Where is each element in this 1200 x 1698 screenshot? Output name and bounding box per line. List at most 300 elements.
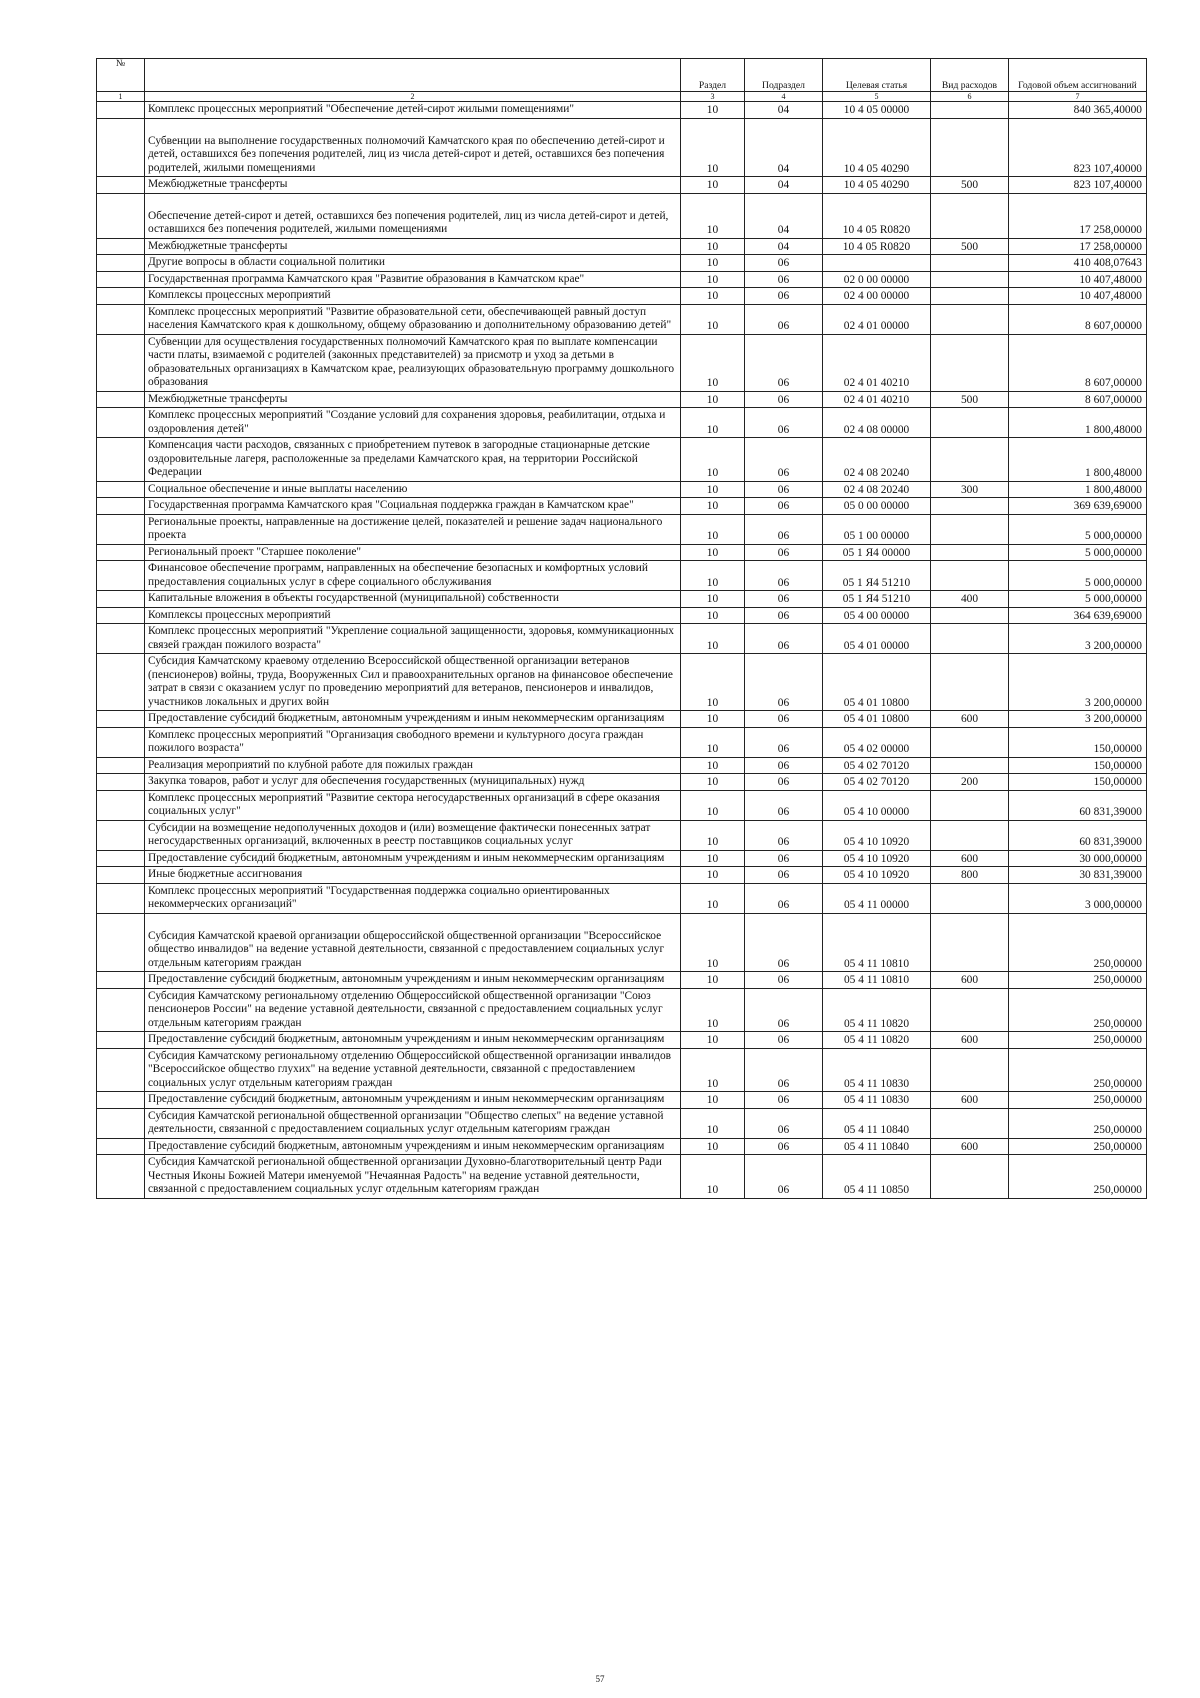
row-target-cell: 02 4 01 40210 xyxy=(823,334,931,391)
row-subsection-cell: 06 xyxy=(745,972,823,989)
row-expense-type-cell xyxy=(931,790,1009,820)
row-subsection-cell: 04 xyxy=(745,193,823,238)
row-amount-cell: 250,00000 xyxy=(1009,1092,1147,1109)
row-name-cell: Субсидия Камчатскому краевому отделению Всероссийской общественной организации ветеранов (пенсионеров) войны, труда, Вооруженных Сил и правоохранительных органов на финансовое обеспечение затрат в связи с оказанием услуг по проведению мероприятий для ветеранов, пенсионеров и инвалидов, участников локальных и других войн xyxy=(145,654,681,711)
row-amount-cell: 5 000,00000 xyxy=(1009,561,1147,591)
row-target-cell: 05 4 02 70120 xyxy=(823,757,931,774)
row-expense-type-cell xyxy=(931,514,1009,544)
row-name-cell: Субсидия Камчатской региональной общественной организации Духовно-благотворительный центр Ради Честныя Иконы Божией Матери именуемой "Нечаянная Радость" на ведение уставной деятельности, связанной с предоставлением социальных услуг отдельным категориям граждан xyxy=(145,1155,681,1199)
row-number-cell xyxy=(97,238,145,255)
row-amount-cell: 410 408,07643 xyxy=(1009,255,1147,272)
row-amount-cell: 60 831,39000 xyxy=(1009,790,1147,820)
header-section: Раздел xyxy=(681,59,745,92)
row-name-cell: Комплекс процессных мероприятий "Создание условий для сохранения здоровья, реабилитации, отдыха и оздоровления детей" xyxy=(145,408,681,438)
row-expense-type-cell xyxy=(931,193,1009,238)
row-target-cell: 05 4 11 10840 xyxy=(823,1138,931,1155)
row-target-cell: 02 4 08 00000 xyxy=(823,408,931,438)
row-section-cell: 10 xyxy=(681,607,745,624)
row-subsection-cell: 06 xyxy=(745,288,823,305)
row-section-cell: 10 xyxy=(681,177,745,194)
row-subsection-cell: 06 xyxy=(745,820,823,850)
row-name-cell: Межбюджетные трансферты xyxy=(145,391,681,408)
row-section-cell: 10 xyxy=(681,774,745,791)
row-target-cell: 02 0 00 00000 xyxy=(823,271,931,288)
row-section-cell: 10 xyxy=(681,972,745,989)
row-amount-cell: 17 258,00000 xyxy=(1009,238,1147,255)
row-amount-cell: 150,00000 xyxy=(1009,757,1147,774)
row-number-cell xyxy=(97,334,145,391)
row-number-cell xyxy=(97,1092,145,1109)
col-number: 7 xyxy=(1009,92,1147,102)
row-number-cell xyxy=(97,288,145,305)
row-number-cell xyxy=(97,118,145,177)
row-number-cell xyxy=(97,790,145,820)
table-row xyxy=(97,913,1147,972)
table-row xyxy=(97,288,1147,305)
row-target-cell: 05 4 00 00000 xyxy=(823,607,931,624)
table-row xyxy=(97,391,1147,408)
col-number: 3 xyxy=(681,92,745,102)
row-number-cell xyxy=(97,654,145,711)
row-section-cell: 10 xyxy=(681,1092,745,1109)
row-amount-cell: 150,00000 xyxy=(1009,774,1147,791)
row-target-cell: 05 4 11 10850 xyxy=(823,1155,931,1199)
table-row xyxy=(97,654,1147,711)
row-target-cell: 05 0 00 00000 xyxy=(823,498,931,515)
row-number-cell xyxy=(97,1108,145,1138)
row-section-cell: 10 xyxy=(681,591,745,608)
row-section-cell: 10 xyxy=(681,790,745,820)
row-section-cell: 10 xyxy=(681,988,745,1032)
row-target-cell: 05 1 Я4 51210 xyxy=(823,561,931,591)
row-amount-cell: 3 200,00000 xyxy=(1009,624,1147,654)
row-target-cell: 02 4 08 20240 xyxy=(823,481,931,498)
row-section-cell: 10 xyxy=(681,438,745,482)
row-amount-cell: 250,00000 xyxy=(1009,1032,1147,1049)
row-name-cell: Межбюджетные трансферты xyxy=(145,177,681,194)
row-number-cell xyxy=(97,774,145,791)
table-row xyxy=(97,591,1147,608)
row-section-cell: 10 xyxy=(681,408,745,438)
table-row xyxy=(97,711,1147,728)
row-name-cell: Другие вопросы в области социальной политики xyxy=(145,255,681,272)
row-expense-type-cell xyxy=(931,498,1009,515)
row-section-cell: 10 xyxy=(681,304,745,334)
row-expense-type-cell xyxy=(931,654,1009,711)
header-row xyxy=(97,59,1147,92)
row-expense-type-cell xyxy=(931,1155,1009,1199)
row-amount-cell: 250,00000 xyxy=(1009,1155,1147,1199)
row-target-cell: 05 4 10 00000 xyxy=(823,790,931,820)
row-expense-type-cell: 600 xyxy=(931,850,1009,867)
row-number-cell xyxy=(97,820,145,850)
row-subsection-cell: 06 xyxy=(745,1092,823,1109)
row-target-cell: 05 4 02 00000 xyxy=(823,727,931,757)
row-subsection-cell: 04 xyxy=(745,102,823,119)
table-row xyxy=(97,1155,1147,1199)
table-row xyxy=(97,1138,1147,1155)
row-subsection-cell: 06 xyxy=(745,481,823,498)
row-number-cell xyxy=(97,727,145,757)
table-row xyxy=(97,624,1147,654)
row-expense-type-cell xyxy=(931,102,1009,119)
row-section-cell: 10 xyxy=(681,1155,745,1199)
row-subsection-cell: 06 xyxy=(745,727,823,757)
table-row xyxy=(97,790,1147,820)
row-section-cell: 10 xyxy=(681,238,745,255)
table-row xyxy=(97,1092,1147,1109)
row-expense-type-cell: 500 xyxy=(931,177,1009,194)
table-row xyxy=(97,607,1147,624)
row-expense-type-cell xyxy=(931,334,1009,391)
column-number-row xyxy=(97,92,1147,102)
row-section-cell: 10 xyxy=(681,481,745,498)
row-expense-type-cell: 300 xyxy=(931,481,1009,498)
row-section-cell: 10 xyxy=(681,883,745,913)
row-expense-type-cell: 600 xyxy=(931,1032,1009,1049)
row-amount-cell: 369 639,69000 xyxy=(1009,498,1147,515)
row-amount-cell: 250,00000 xyxy=(1009,988,1147,1032)
row-target-cell: 02 4 01 00000 xyxy=(823,304,931,334)
row-amount-cell: 3 000,00000 xyxy=(1009,883,1147,913)
row-expense-type-cell xyxy=(931,988,1009,1032)
row-name-cell: Предоставление субсидий бюджетным, автономным учреждениям и иным некоммерческим организациям xyxy=(145,850,681,867)
row-section-cell: 10 xyxy=(681,391,745,408)
row-name-cell: Предоставление субсидий бюджетным, автономным учреждениям и иным некоммерческим организациям xyxy=(145,711,681,728)
header-name xyxy=(145,59,681,92)
row-name-cell: Предоставление субсидий бюджетным, автономным учреждениям и иным некоммерческим организациям xyxy=(145,1032,681,1049)
row-amount-cell: 1 800,48000 xyxy=(1009,481,1147,498)
row-target-cell: 05 1 00 00000 xyxy=(823,514,931,544)
row-amount-cell: 250,00000 xyxy=(1009,913,1147,972)
row-number-cell xyxy=(97,988,145,1032)
row-subsection-cell: 06 xyxy=(745,1138,823,1155)
row-section-cell: 10 xyxy=(681,1032,745,1049)
row-target-cell: 10 4 05 40290 xyxy=(823,118,931,177)
row-number-cell xyxy=(97,271,145,288)
row-target-cell: 05 4 11 10820 xyxy=(823,1032,931,1049)
row-name-cell: Комплекс процессных мероприятий "Организация свободного времени и культурного досуга граждан пожилого возраста" xyxy=(145,727,681,757)
row-section-cell: 10 xyxy=(681,514,745,544)
table-body xyxy=(97,102,1147,1199)
table-row xyxy=(97,867,1147,884)
row-expense-type-cell xyxy=(931,757,1009,774)
row-amount-cell: 10 407,48000 xyxy=(1009,271,1147,288)
row-section-cell: 10 xyxy=(681,118,745,177)
row-subsection-cell: 06 xyxy=(745,867,823,884)
row-subsection-cell: 06 xyxy=(745,850,823,867)
row-number-cell xyxy=(97,544,145,561)
row-section-cell: 10 xyxy=(681,820,745,850)
table-row xyxy=(97,334,1147,391)
row-expense-type-cell xyxy=(931,118,1009,177)
row-expense-type-cell: 500 xyxy=(931,238,1009,255)
row-amount-cell: 30 831,39000 xyxy=(1009,867,1147,884)
header-num: № xyxy=(97,59,145,92)
table-row xyxy=(97,727,1147,757)
row-expense-type-cell: 200 xyxy=(931,774,1009,791)
row-number-cell xyxy=(97,711,145,728)
row-subsection-cell: 06 xyxy=(745,654,823,711)
row-expense-type-cell: 600 xyxy=(931,1138,1009,1155)
row-number-cell xyxy=(97,177,145,194)
row-subsection-cell: 06 xyxy=(745,711,823,728)
row-section-cell: 10 xyxy=(681,654,745,711)
row-subsection-cell: 06 xyxy=(745,255,823,272)
row-name-cell: Компенсация части расходов, связанных с приобретением путевок в загородные стационарные детские оздоровительные лагеря, расположенные за пределами Камчатского края, на территории Российской Федерации xyxy=(145,438,681,482)
row-name-cell: Социальное обеспечение и иные выплаты населению xyxy=(145,481,681,498)
table-row xyxy=(97,544,1147,561)
row-subsection-cell: 06 xyxy=(745,391,823,408)
row-name-cell: Капитальные вложения в объекты государственной (муниципальной) собственности xyxy=(145,591,681,608)
row-section-cell: 10 xyxy=(681,561,745,591)
row-subsection-cell: 06 xyxy=(745,271,823,288)
row-number-cell xyxy=(97,255,145,272)
row-amount-cell: 823 107,40000 xyxy=(1009,118,1147,177)
row-name-cell: Субвенции для осуществления государственных полномочий Камчатского края по выплате компенсации части платы, взимаемой с родителей (законных представителей) за присмотр и уход за детьми в образовательных организациях в Камчатском крае, реализующих образовательную программу дошкольного образования xyxy=(145,334,681,391)
row-target-cell: 05 1 Я4 00000 xyxy=(823,544,931,561)
col-number: 5 xyxy=(823,92,931,102)
row-number-cell xyxy=(97,757,145,774)
col-number: 1 xyxy=(97,92,145,102)
row-target-cell: 10 4 05 40290 xyxy=(823,177,931,194)
row-name-cell: Комплекс процессных мероприятий "Обеспечение детей-сирот жилыми помещениями" xyxy=(145,102,681,119)
row-section-cell: 10 xyxy=(681,288,745,305)
row-name-cell: Комплексы процессных мероприятий xyxy=(145,607,681,624)
table-row xyxy=(97,774,1147,791)
row-amount-cell: 3 200,00000 xyxy=(1009,654,1147,711)
row-target-cell: 05 1 Я4 51210 xyxy=(823,591,931,608)
row-amount-cell: 823 107,40000 xyxy=(1009,177,1147,194)
row-section-cell: 10 xyxy=(681,711,745,728)
row-name-cell: Субсидия Камчатской краевой организации общероссийской общественной организации "Всероссийское общество инвалидов" на ведение уставной деятельности, связанной с предоставлением социальных услуг отдельным категориям граждан xyxy=(145,913,681,972)
row-name-cell: Комплексы процессных мероприятий xyxy=(145,288,681,305)
row-subsection-cell: 06 xyxy=(745,1048,823,1092)
row-amount-cell: 10 407,48000 xyxy=(1009,288,1147,305)
col-number: 4 xyxy=(745,92,823,102)
row-target-cell: 05 4 02 70120 xyxy=(823,774,931,791)
row-subsection-cell: 06 xyxy=(745,883,823,913)
table-row xyxy=(97,238,1147,255)
row-number-cell xyxy=(97,438,145,482)
row-subsection-cell: 06 xyxy=(745,774,823,791)
table-row xyxy=(97,514,1147,544)
page-number: 57 xyxy=(595,1674,605,1684)
row-amount-cell: 30 000,00000 xyxy=(1009,850,1147,867)
row-name-cell: Закупка товаров, работ и услуг для обеспечения государственных (муниципальных) нужд xyxy=(145,774,681,791)
row-name-cell: Субсидии на возмещение недополученных доходов и (или) возмещение фактически понесенных затрат негосударственных организаций, включенных в реестр поставщиков социальных услуг xyxy=(145,820,681,850)
row-section-cell: 10 xyxy=(681,913,745,972)
row-number-cell xyxy=(97,883,145,913)
row-name-cell: Государственная программа Камчатского края "Развитие образования в Камчатском крае" xyxy=(145,271,681,288)
row-expense-type-cell: 500 xyxy=(931,391,1009,408)
row-amount-cell: 3 200,00000 xyxy=(1009,711,1147,728)
row-amount-cell: 8 607,00000 xyxy=(1009,334,1147,391)
row-name-cell: Предоставление субсидий бюджетным, автономным учреждениям и иным некоммерческим организациям xyxy=(145,972,681,989)
row-subsection-cell: 06 xyxy=(745,988,823,1032)
row-target-cell: 05 4 11 10820 xyxy=(823,988,931,1032)
row-expense-type-cell xyxy=(931,820,1009,850)
row-name-cell: Комплекс процессных мероприятий "Развитие сектора негосударственных организаций в сфере оказания социальных услуг" xyxy=(145,790,681,820)
row-section-cell: 10 xyxy=(681,544,745,561)
row-expense-type-cell xyxy=(931,607,1009,624)
document-page xyxy=(96,58,1146,1199)
row-number-cell xyxy=(97,1155,145,1199)
row-subsection-cell: 06 xyxy=(745,1108,823,1138)
row-amount-cell: 250,00000 xyxy=(1009,1138,1147,1155)
row-subsection-cell: 06 xyxy=(745,607,823,624)
row-number-cell xyxy=(97,1048,145,1092)
row-target-cell: 05 4 11 10830 xyxy=(823,1092,931,1109)
table-row xyxy=(97,972,1147,989)
row-number-cell xyxy=(97,913,145,972)
row-expense-type-cell xyxy=(931,408,1009,438)
row-number-cell xyxy=(97,481,145,498)
row-number-cell xyxy=(97,850,145,867)
row-section-cell: 10 xyxy=(681,498,745,515)
row-target-cell: 05 4 11 00000 xyxy=(823,883,931,913)
row-subsection-cell: 06 xyxy=(745,498,823,515)
row-name-cell: Комплекс процессных мероприятий "Укрепление социальной защищенности, здоровья, коммуникационных связей граждан пожилого возраста" xyxy=(145,624,681,654)
row-amount-cell: 364 639,69000 xyxy=(1009,607,1147,624)
row-section-cell: 10 xyxy=(681,727,745,757)
row-target-cell: 05 4 11 10810 xyxy=(823,972,931,989)
table-row xyxy=(97,850,1147,867)
row-target-cell: 05 4 11 10830 xyxy=(823,1048,931,1092)
row-subsection-cell: 06 xyxy=(745,304,823,334)
row-expense-type-cell: 600 xyxy=(931,972,1009,989)
row-section-cell: 10 xyxy=(681,271,745,288)
row-number-cell xyxy=(97,408,145,438)
row-name-cell: Субсидия Камчатской региональной общественной организации "Общество слепых" на ведение уставной деятельности, связанной с предоставлением социальных услуг отдельным категориям граждан xyxy=(145,1108,681,1138)
row-section-cell: 10 xyxy=(681,867,745,884)
row-number-cell xyxy=(97,867,145,884)
row-number-cell xyxy=(97,624,145,654)
row-subsection-cell: 06 xyxy=(745,334,823,391)
table-row xyxy=(97,102,1147,119)
row-number-cell xyxy=(97,498,145,515)
row-name-cell: Обеспечение детей-сирот и детей, оставшихся без попечения родителей, лиц из числа детей-сирот и детей, оставшихся без попечения родителей, жилыми помещениями xyxy=(145,193,681,238)
row-expense-type-cell xyxy=(931,304,1009,334)
table-row xyxy=(97,177,1147,194)
row-number-cell xyxy=(97,193,145,238)
row-amount-cell: 8 607,00000 xyxy=(1009,304,1147,334)
header-expense-type: Вид расходов xyxy=(931,59,1009,92)
row-target-cell: 05 4 01 00000 xyxy=(823,624,931,654)
row-amount-cell: 1 800,48000 xyxy=(1009,408,1147,438)
row-name-cell: Иные бюджетные ассигнования xyxy=(145,867,681,884)
row-section-cell: 10 xyxy=(681,757,745,774)
row-target-cell: 05 4 01 10800 xyxy=(823,654,931,711)
row-target-cell: 05 4 01 10800 xyxy=(823,711,931,728)
row-name-cell: Субсидия Камчатскому региональному отделению Общероссийской общественной организации инвалидов "Всероссийское общество глухих" на ведение уставной деятельности, связанной с предоставлением социальных услуг отдельным категориям граждан xyxy=(145,1048,681,1092)
header-target: Целевая статья xyxy=(823,59,931,92)
row-expense-type-cell: 400 xyxy=(931,591,1009,608)
row-subsection-cell: 06 xyxy=(745,790,823,820)
table-row xyxy=(97,193,1147,238)
row-target-cell: 02 4 00 00000 xyxy=(823,288,931,305)
row-subsection-cell: 06 xyxy=(745,544,823,561)
row-amount-cell: 17 258,00000 xyxy=(1009,193,1147,238)
table-row xyxy=(97,498,1147,515)
row-section-cell: 10 xyxy=(681,1138,745,1155)
row-name-cell: Предоставление субсидий бюджетным, автономным учреждениям и иным некоммерческим организациям xyxy=(145,1092,681,1109)
row-subsection-cell: 06 xyxy=(745,514,823,544)
row-name-cell: Реализация мероприятий по клубной работе для пожилых граждан xyxy=(145,757,681,774)
row-amount-cell: 5 000,00000 xyxy=(1009,544,1147,561)
row-number-cell xyxy=(97,1138,145,1155)
table-row xyxy=(97,481,1147,498)
row-section-cell: 10 xyxy=(681,102,745,119)
row-amount-cell: 250,00000 xyxy=(1009,1048,1147,1092)
row-subsection-cell: 04 xyxy=(745,118,823,177)
row-expense-type-cell xyxy=(931,913,1009,972)
row-subsection-cell: 04 xyxy=(745,177,823,194)
table-row xyxy=(97,304,1147,334)
row-number-cell xyxy=(97,304,145,334)
row-expense-type-cell xyxy=(931,1048,1009,1092)
table-row xyxy=(97,820,1147,850)
row-amount-cell: 8 607,00000 xyxy=(1009,391,1147,408)
table-row xyxy=(97,1108,1147,1138)
header-amount: Годовой объем ассигнований xyxy=(1009,59,1147,92)
row-name-cell: Межбюджетные трансферты xyxy=(145,238,681,255)
table-row xyxy=(97,988,1147,1032)
row-section-cell: 10 xyxy=(681,850,745,867)
row-expense-type-cell: 600 xyxy=(931,711,1009,728)
row-name-cell: Региональные проекты, направленные на достижение целей, показателей и решение задач национального проекта xyxy=(145,514,681,544)
budget-table xyxy=(96,58,1147,1199)
row-target-cell: 10 4 05 00000 xyxy=(823,102,931,119)
row-subsection-cell: 06 xyxy=(745,624,823,654)
row-name-cell: Комплекс процессных мероприятий "Государственная поддержка социально ориентированных некоммерческих организаций" xyxy=(145,883,681,913)
row-expense-type-cell xyxy=(931,271,1009,288)
header-subsection: Подраздел xyxy=(745,59,823,92)
row-number-cell xyxy=(97,591,145,608)
row-name-cell: Государственная программа Камчатского края "Социальная поддержка граждан в Камчатском крае" xyxy=(145,498,681,515)
row-section-cell: 10 xyxy=(681,1108,745,1138)
table-row xyxy=(97,1032,1147,1049)
row-expense-type-cell: 600 xyxy=(931,1092,1009,1109)
row-expense-type-cell xyxy=(931,438,1009,482)
table-row xyxy=(97,408,1147,438)
row-section-cell: 10 xyxy=(681,193,745,238)
row-target-cell: 05 4 11 10810 xyxy=(823,913,931,972)
row-target-cell: 05 4 10 10920 xyxy=(823,867,931,884)
row-number-cell xyxy=(97,514,145,544)
row-section-cell: 10 xyxy=(681,624,745,654)
row-amount-cell: 1 800,48000 xyxy=(1009,438,1147,482)
row-expense-type-cell xyxy=(931,255,1009,272)
table-row xyxy=(97,883,1147,913)
row-name-cell: Предоставление субсидий бюджетным, автономным учреждениям и иным некоммерческим организациям xyxy=(145,1138,681,1155)
row-name-cell: Комплекс процессных мероприятий "Развитие образовательной сети, обеспечивающей равный доступ населения Камчатского края к дошкольному, общему образованию и дополнительному образованию детей" xyxy=(145,304,681,334)
row-expense-type-cell xyxy=(931,1108,1009,1138)
row-target-cell: 10 4 05 R0820 xyxy=(823,193,931,238)
row-name-cell: Региональный проект "Старшее поколение" xyxy=(145,544,681,561)
table-row xyxy=(97,118,1147,177)
table-row xyxy=(97,561,1147,591)
table-row xyxy=(97,438,1147,482)
row-expense-type-cell xyxy=(931,883,1009,913)
row-subsection-cell: 06 xyxy=(745,1032,823,1049)
table-row xyxy=(97,271,1147,288)
row-target-cell: 05 4 10 10920 xyxy=(823,850,931,867)
table-row xyxy=(97,1048,1147,1092)
row-number-cell xyxy=(97,607,145,624)
row-subsection-cell: 06 xyxy=(745,591,823,608)
row-subsection-cell: 06 xyxy=(745,913,823,972)
